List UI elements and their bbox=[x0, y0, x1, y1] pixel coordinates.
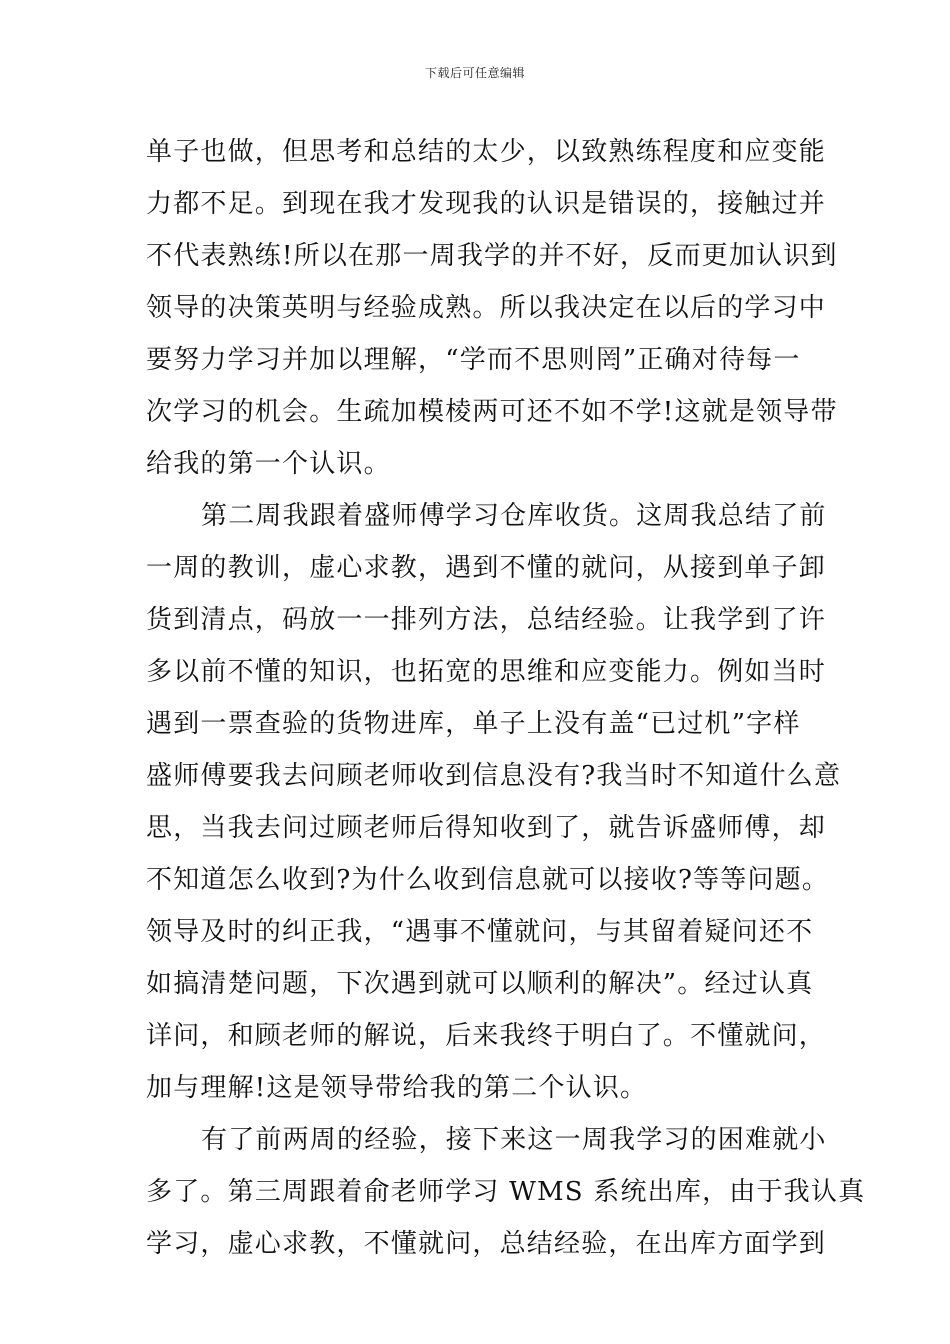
text-line: 学习，虚心求教，不懂就问，总结经验，在出库方面学到 bbox=[146, 1229, 827, 1259]
text-line: 给我的第一个认识。 bbox=[146, 449, 391, 479]
text-line: 领导及时的纠正我，“遇事不懂就问，与其留着疑问还不 bbox=[146, 917, 814, 947]
text-line: 不知道怎么收到?为什么收到信息就可以接收?等等问题。 bbox=[146, 865, 830, 895]
text-line: 如搞清楚问题，下次遇到就可以顺利的解决”。经过认真 bbox=[146, 969, 814, 999]
text-line: 要努力学习并加以理解，“学而不思则罔”正确对待每一 bbox=[146, 345, 801, 375]
text-line: 有了前两周的经验，接下来这一周我学习的困难就小 bbox=[201, 1125, 827, 1155]
text-line: 不代表熟练!所以在那一周我学的并不好，反而更加认识到 bbox=[146, 241, 838, 271]
document-body bbox=[146, 126, 866, 1270]
text-line: 多了。第三周跟着俞老师学习 WMS 系统出库，由于我认真 bbox=[146, 1177, 866, 1207]
text-line: 盛师傅要我去问顾老师收到信息没有?我当时不知道什么意 bbox=[146, 761, 842, 791]
text-line: 单子也做，但思考和总结的太少，以致熟练程度和应变能 bbox=[146, 137, 827, 167]
paragraph bbox=[146, 490, 842, 1114]
paragraph bbox=[146, 1114, 866, 1270]
text-line: 一周的教训，虚心求教，遇到不懂的就问，从接到单子卸 bbox=[146, 553, 827, 583]
text-line: 加与理解!这是领导带给我的第二个认识。 bbox=[146, 1073, 648, 1103]
paragraph bbox=[146, 126, 838, 490]
text-line: 货到清点，码放一一排列方法，总结经验。让我学到了许 bbox=[146, 605, 827, 635]
text-line: 思，当我去问过顾老师后得知收到了，就告诉盛师傅，却 bbox=[146, 813, 827, 843]
text-line: 领导的决策英明与经验成熟。所以我决定在以后的学习中 bbox=[146, 293, 827, 323]
text-line: 遇到一票查验的货物进库，单子上没有盖“已过机”字样 bbox=[146, 709, 801, 739]
text-line: 次学习的机会。生疏加模棱两可还不如不学!这就是领导带 bbox=[146, 397, 838, 427]
page-header: 下载后可任意编辑 bbox=[424, 66, 525, 80]
text-line: 力都不足。到现在我才发现我的认识是错误的，接触过并 bbox=[146, 189, 827, 219]
text-line: 详问，和顾老师的解说，后来我终于明白了。不懂就问， bbox=[146, 1021, 827, 1051]
text-line: 第二周我跟着盛师傅学习仓库收货。这周我总结了前 bbox=[201, 501, 827, 531]
text-line: 多以前不懂的知识，也拓宽的思维和应变能力。例如当时 bbox=[146, 657, 827, 687]
